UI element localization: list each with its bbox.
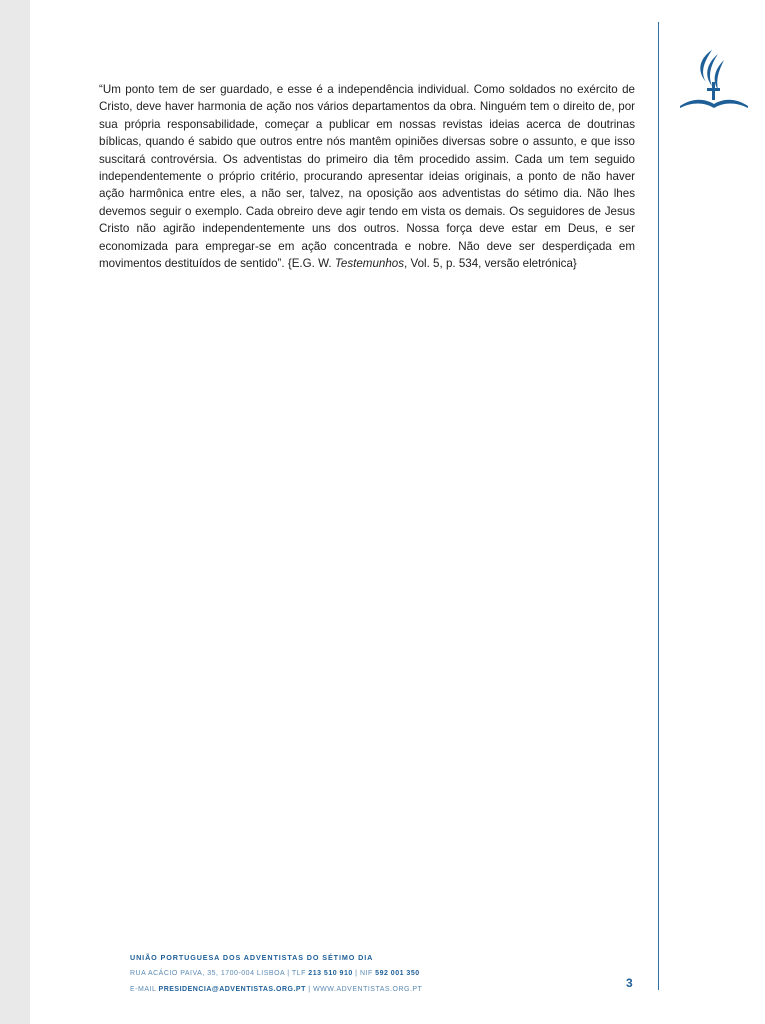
quote-paragraph <box>99 81 635 272</box>
footer-contact: E-MAIL PRESIDENCIA@ADVENTISTAS.ORG.PT | WWW.ADVENTISTAS.ORG.PT <box>130 986 423 993</box>
book-title: Testemunhos <box>334 257 405 271</box>
footer-nif: 592 001 350 <box>375 970 420 977</box>
vertical-divider <box>658 22 659 990</box>
page-number: 3 <box>626 976 633 990</box>
footer-address: RUA ACÁCIO PAIVA, 35, 1700-004 LISBOA | TLF 213 510 910 | NIF 592 001 350 <box>130 970 420 977</box>
quote-text: “Um ponto tem de ser guardado, e esse é a independência individual. Como soldados no exército de Cristo, deve haver harmonia de ação nos vários departamentos da obra. Ninguém tem o direito de, por sua própria responsabilidade, começar a publicar em nossas revistas ideias acerca de doutrinas bíblicas, quando é sabido que outros entre nós mantêm opiniões diversas sobre o assunto, e que isso suscitará controvérsia. Os adventistas do primeiro dia têm procedido assim. Cada um tem seguido independentemente o próprio critério, procurando apresentar ideias originais, a ponto de não haver ação harmônica entre eles, a não ser, talvez, na oposição aos adventistas do sétimo dia. Não lhes devemos seguir o exemplo. Cada obreiro deve agir tendo em vista os demais. Os seguidores de Jesus Cristo não agirão independentemente uns dos outros. Nossa força deve estar em Deus, e ser economizada para empregar-se em ação concentrada e nobre. Não deve ser desperdiçada em movimentos destituídos de sentido”. {E.G. W. <box>99 83 635 271</box>
footer-organization: UNIÃO PORTUGUESA DOS ADVENTISTAS DO SÉTIMO DIA <box>130 953 374 962</box>
footer <box>130 950 422 998</box>
footer-phone: 213 510 910 <box>308 970 353 977</box>
footer-website-link[interactable]: | WWW.ADVENTISTAS.ORG.PT <box>305 986 423 993</box>
document-page <box>30 0 765 1024</box>
footer-email-link[interactable]: PRESIDENCIA@ADVENTISTAS.ORG.PT <box>158 986 306 993</box>
quote-reference: , Vol. 5, p. 534, versão eletrónica} <box>404 257 577 271</box>
adventist-logo-icon <box>678 44 750 114</box>
